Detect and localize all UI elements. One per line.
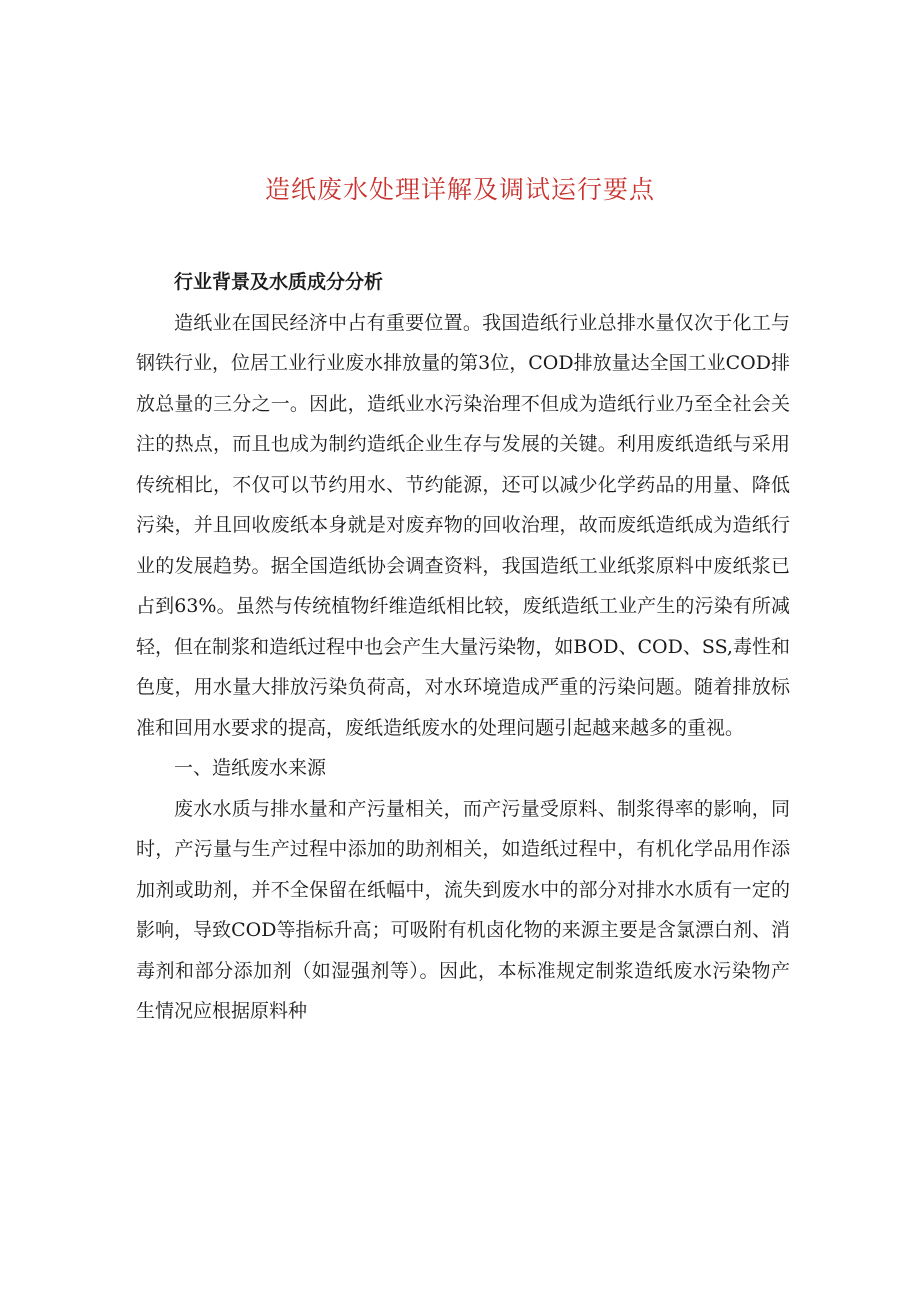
subheading-wastewater-source: 一、造纸废水来源 — [174, 757, 327, 779]
document-body — [136, 262, 790, 1032]
section-heading: 行业背景及水质成分分析 — [174, 271, 384, 293]
paragraph-industry-background: 造纸业在国民经济中占有重要位置。我国造纸行业总排水量仅次于化工与钢铁行业，位居工业行业废水排放量的第3位，COD排放量达全国工业COD排放总量的三分之一。因此，造纸业水污染治理不但成为造纸行业乃至全社会关注的热点，而且也成为制约造纸企业生存与发展的关键。利用废纸造纸与采用传统相比，不仅可以节约用水、节约能源，还可以减少化学药品的用量、降低污染，并且回收废纸本身就是对废弃物的回收治理，故而废纸造纸成为造纸行业的发展趋势。据全国造纸协会调查资料，我国造纸工业纸浆原料中废纸浆已占到63%。虽然与传统植物纤维造纸相比较，废纸造纸工业产生的污染有所减轻，但在制浆和造纸过程中也会产生大量污染物，如BOD、COD、SS,毒性和色度，用水量大排放污染负荷高，对水环境造成严重的污染问题。随着排放标准和回用水要求的提高，废纸造纸废水的处理问题引起越来越多的重视。 — [136, 311, 790, 739]
paragraph-wastewater-source: 废水水质与排水量和产污量相关，而产污量受原料、制浆得率的影响，同时，产污量与生产过程中添加的助剂相关，如造纸过程中，有机化学品用作添加剂或助剂，并不全保留在纸幅中，流失到废水中的部分对排水水质有一定的影响，导致COD等指标升高；可吸附有机卤化物的来源主要是含氯漂白剂、消毒剂和部分添加剂（如湿强剂等）。因此，本标准规定制浆造纸废水污染物产生情况应根据原料种 — [136, 797, 790, 1022]
document-title: 造纸废水处理详解及调试运行要点 — [264, 175, 655, 204]
